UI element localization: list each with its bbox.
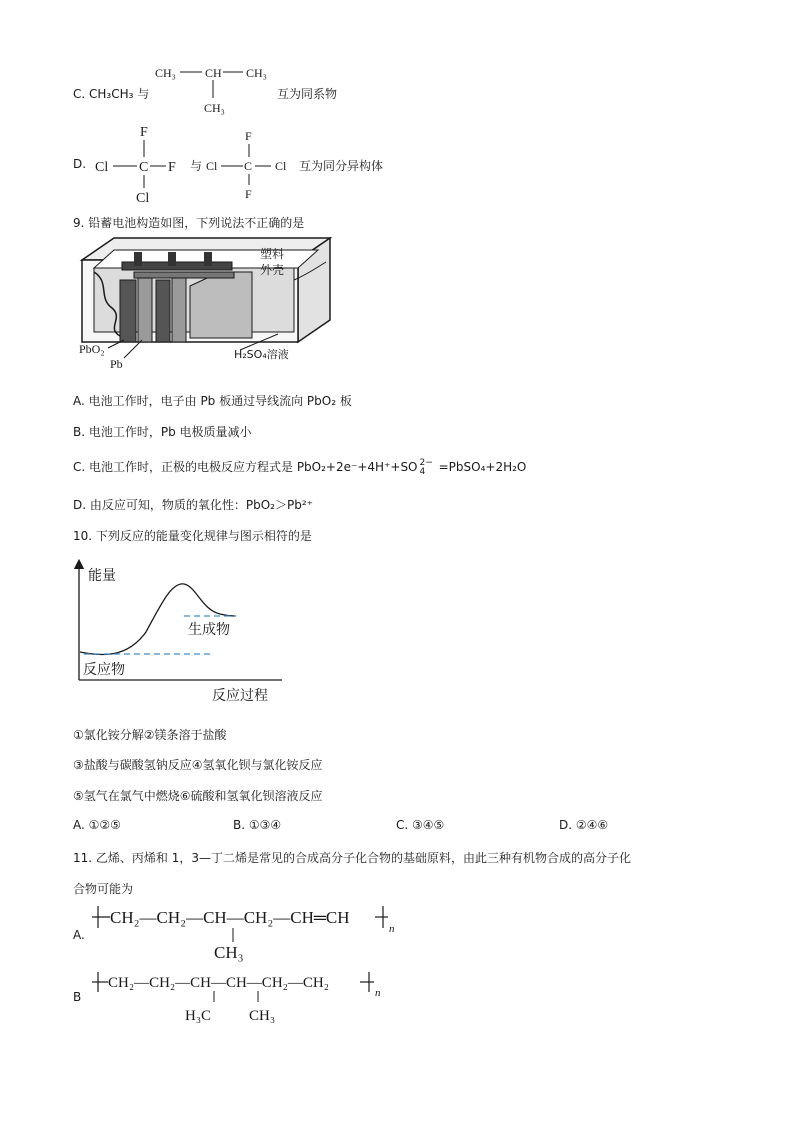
q9-option-a: A. 电池工作时，电子由 Pb 板通过导线流向 PbO₂ 板 xyxy=(73,394,352,408)
q9-option-b: B. 电池工作时，Pb 电极质量减小 xyxy=(73,425,252,439)
atom-cl-left: Cl xyxy=(95,160,109,175)
q8-option-d-suffix: 互为同分异构体 xyxy=(299,159,384,173)
isobutane-ch3-left: CH₃ xyxy=(155,66,176,80)
sulfate-charge: 2− xyxy=(419,457,433,468)
energy-diagram xyxy=(70,558,290,708)
q10-items-line1: ①氯化铵分解②镁条溶于盐酸 xyxy=(73,728,227,742)
atom-f-right: F xyxy=(168,160,176,175)
atom-f-bottom: F xyxy=(245,187,252,201)
q10-choice-d: D. ②④⑥ xyxy=(559,818,609,832)
q8-option-c-label: C. CH₃CH₃ 与 xyxy=(73,87,150,101)
q8-option-d-label: D. xyxy=(73,157,87,171)
isobutane-structure xyxy=(150,60,280,120)
q8-option-d-mid: 与 xyxy=(190,159,203,173)
q10-choice-b: B. ①③④ xyxy=(233,818,282,832)
isobutane-ch3-right: CH₃ xyxy=(246,66,267,80)
terminal-post xyxy=(134,252,142,266)
terminal-post xyxy=(168,252,176,266)
y-axis-label: 能量 xyxy=(88,568,116,584)
polymer-b-chain: CH₂—CH₂—CH—CH—CH₂—CH₂ xyxy=(108,975,329,991)
q10-choice-a: A. ①②⑤ xyxy=(73,818,121,832)
q10-choice-c: C. ③④⑤ xyxy=(396,818,445,832)
q10-items-line2: ③盐酸与碳酸氢钠反应④氢氧化钡与氯化铵反应 xyxy=(73,758,323,772)
atom-cl-right: Cl xyxy=(275,159,287,173)
q9-option-c xyxy=(73,458,526,477)
polymer-b-branch-1: H₃C xyxy=(185,1008,212,1024)
separator-plate xyxy=(190,272,252,338)
q9-stem: 9. 铅蓄电池构造如图，下列说法不正确的是 xyxy=(73,216,305,230)
label-shell-2: 外壳 xyxy=(260,263,285,277)
label-shell-1: 塑料 xyxy=(260,247,285,261)
reactant-label: 反应物 xyxy=(83,662,125,678)
q8-option-c-suffix: 互为同系物 xyxy=(277,87,338,101)
atom-f-top: F xyxy=(140,125,148,140)
q11-option-b-label: B xyxy=(73,990,82,1004)
polymer-b-structure xyxy=(92,966,402,1026)
polymer-b-n: n xyxy=(375,987,381,999)
sulfate-subscript: 4 xyxy=(419,466,426,477)
q11-stem-line2: 合物可能为 xyxy=(73,882,134,896)
label-pb: Pb xyxy=(110,357,123,371)
product-label: 生成物 xyxy=(188,622,230,638)
q11-option-a-label: A. xyxy=(73,928,85,942)
isobutane-ch: CH xyxy=(205,66,222,80)
atom-cl-bottom: Cl xyxy=(136,191,150,204)
polymer-a-n: n xyxy=(389,923,395,935)
atom-c: C xyxy=(139,160,149,175)
q9-option-d: D. 由反应可知，物质的氧化性：PbO₂＞Pb²⁺ xyxy=(73,498,313,512)
x-axis-label: 反应过程 xyxy=(212,688,268,704)
atom-f-top: F xyxy=(245,129,252,143)
atom-cl-left: Cl xyxy=(206,159,218,173)
plate xyxy=(156,280,170,342)
q10-stem: 10. 下列反应的能量变化规律与图示相符的是 xyxy=(73,529,312,543)
polymer-b-branch-2: CH₃ xyxy=(249,1008,276,1024)
label-solution: H₂SO₄溶液 xyxy=(234,348,289,361)
atom-c: C xyxy=(244,159,253,173)
dichlorodifluoromethane-1 xyxy=(92,122,182,204)
polymer-a-chain: CH₂—CH₂—CH—CH₂—CH═CH xyxy=(110,908,350,927)
isobutane-ch3-bottom: CH₃ xyxy=(204,101,225,115)
q11-stem-line1: 11. 乙烯、丙烯和 1，3—丁二烯是常见的合成高分子化合物的基础原料，由此三种有机物合成的高分子化 xyxy=(73,851,631,865)
pb-plate xyxy=(138,276,152,342)
energy-curve xyxy=(80,584,236,655)
plate xyxy=(172,276,186,342)
q9-option-c-suffix: =PbSO₄+2H₂O xyxy=(434,460,527,474)
polymer-a-structure xyxy=(92,900,412,964)
q10-items-line3: ⑤氢气在氯气中燃烧⑥硫酸和氢氧化钡溶液反应 xyxy=(73,789,323,803)
terminal-post xyxy=(204,252,212,266)
polymer-a-branch: CH₃ xyxy=(214,943,244,962)
lead-acid-battery-figure xyxy=(72,232,347,372)
pbo2-plate xyxy=(120,280,136,342)
label-pbo2: PbO₂ xyxy=(79,342,105,356)
q9-option-c-prefix: C. 电池工作时，正极的电极反应方程式是 PbO₂+2e⁻+4H⁺+SO xyxy=(73,460,418,474)
dichlorodifluoromethane-2 xyxy=(203,126,295,202)
terminal-bar xyxy=(134,272,234,278)
